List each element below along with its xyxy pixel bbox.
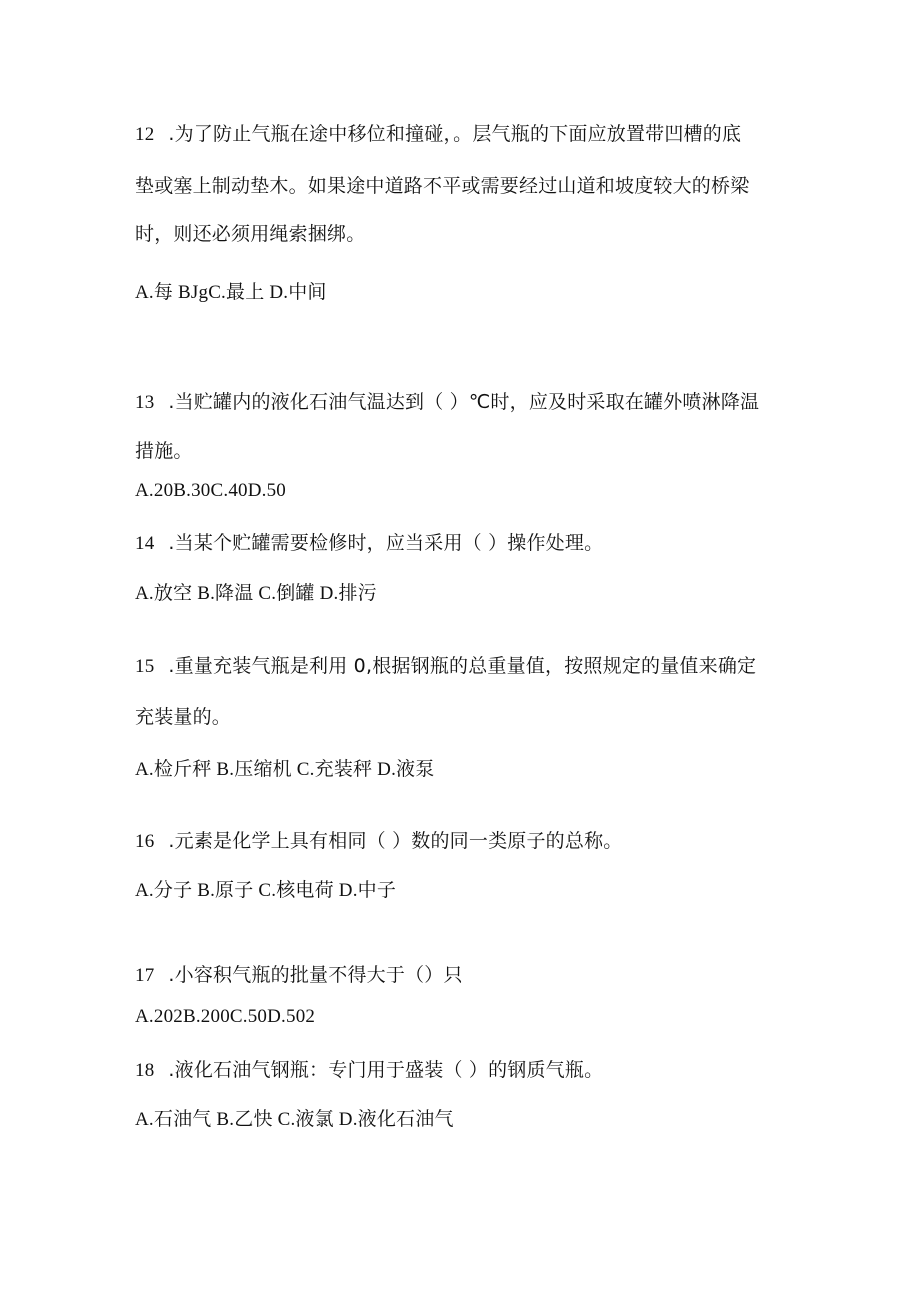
question-number: 15 (135, 656, 155, 677)
question-17-line-1 (135, 963, 463, 988)
question-text: .重量充装气瓶是利用 0,根据钢瓶的总重量值，按照规定的量值来确定 (168, 655, 757, 677)
question-14-line-1 (135, 531, 603, 556)
question-12-options: A.每 BJgC.最上 D.中间 (135, 282, 327, 303)
question-12-line-2: 垫或塞上制动垫木。如果途中道路不平或需要经过山道和坡度较大的桥梁 (135, 175, 750, 197)
question-18-options: A.石油气 B.乙快 C.液氯 D.液化石油气 (135, 1109, 454, 1130)
question-text: .液化石油气钢瓶：专门用于盛装（ ）的钢质气瓶。 (168, 1059, 604, 1081)
question-number: 16 (135, 831, 155, 852)
question-number: 14 (135, 533, 155, 554)
question-18-line-1 (135, 1058, 603, 1083)
question-text: .元素是化学上具有相同（ ）数的同一类原子的总称。 (168, 830, 623, 852)
question-13-line-2: 措施。 (135, 440, 193, 462)
question-number: 12 (135, 124, 155, 145)
question-15-line-1 (135, 654, 756, 679)
question-12-line-3: 时，则还必须用绳索捆绑。 (135, 223, 366, 245)
question-12-line-1 (135, 122, 741, 147)
question-14-options: A.放空 B.降温 C.倒罐 D.排污 (135, 583, 377, 604)
question-13-line-1 (135, 390, 759, 415)
question-text: .当贮罐内的液化石油气温达到（ ）℃时，应及时采取在罐外喷淋降温 (168, 391, 760, 413)
question-15-options: A.检斤秤 B.压缩机 C.充装秤 D.液泵 (135, 759, 435, 780)
question-16-options: A.分子 B.原子 C.核电荷 D.中子 (135, 880, 397, 901)
question-16-line-1 (135, 829, 623, 854)
question-17-options: A.202B.200C.50D.502 (135, 1006, 316, 1027)
question-13-options: A.20B.30C.40D.50 (135, 480, 286, 501)
question-text: .当某个贮罐需要检修时，应当采用（ ）操作处理。 (168, 532, 604, 554)
question-number: 13 (135, 392, 155, 413)
question-number: 18 (135, 1060, 155, 1081)
question-number: 17 (135, 965, 155, 986)
question-text: .小容积气瓶的批量不得大于（）只 (168, 964, 463, 986)
question-text: .为了防止气瓶在途中移位和撞碰，。层气瓶的下面应放置带凹槽的底 (168, 123, 742, 145)
question-15-line-2: 充装量的。 (135, 706, 232, 728)
